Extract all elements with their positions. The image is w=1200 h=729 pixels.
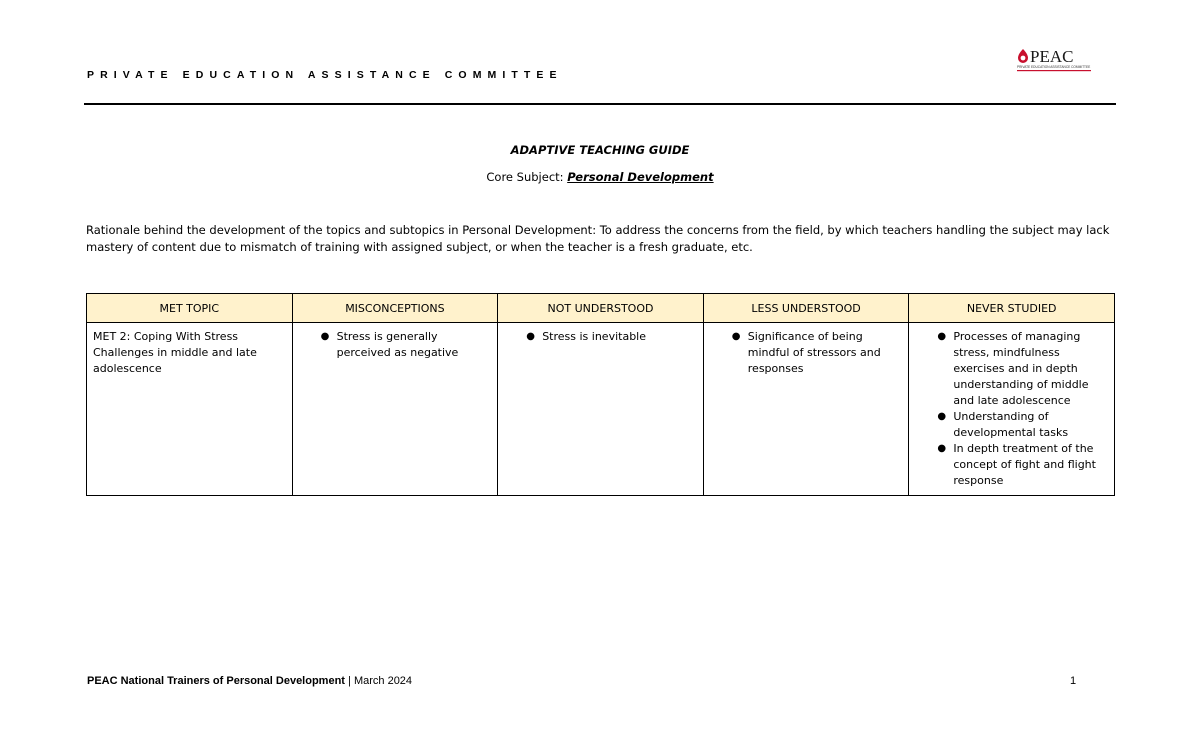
- bullet-icon: ●: [526, 331, 535, 342]
- adaptive-teaching-table: [86, 293, 1115, 496]
- column-header-not-understood: NOT UNDERSTOOD: [498, 294, 704, 323]
- footer-separator: |: [344, 675, 354, 687]
- peac-logo: [1016, 46, 1094, 74]
- peac-emblem-icon: [1018, 49, 1028, 63]
- document-title: ADAPTIVE TEACHING GUIDE: [510, 143, 690, 157]
- footer-organization: PEAC National Trainers of Personal Development: [87, 675, 345, 687]
- bullet-icon: ●: [937, 331, 947, 342]
- list-item: ● Stress is inevitable: [526, 330, 646, 343]
- rationale-paragraph: Rationale behind the development of the topics and subtopics in Personal Development: To address the concerns from the field, by which teachers handling the subject may lack mastery of content due to mismatch of training with assigned subject, or when the teacher is a fresh graduate, etc.: [86, 223, 1110, 254]
- column-header-never-studied: NEVER STUDIED: [909, 294, 1115, 323]
- cell-less-understood: [703, 323, 909, 496]
- never-studied-list: [915, 329, 1108, 489]
- list-item: ● Stress is generally perceived as negative: [320, 330, 459, 359]
- list-item: ● Significance of being mindful of stressors and responses: [731, 330, 881, 375]
- bullet-icon: ●: [937, 443, 947, 454]
- column-header-met-topic: MET TOPIC: [87, 294, 293, 323]
- footer-date: March 2024: [353, 675, 413, 687]
- cell-met-topic: MET 2: Coping With Stress Challenges in middle and late adolescence: [87, 323, 293, 496]
- misconceptions-list: [299, 329, 492, 361]
- footer: [87, 675, 412, 687]
- list-item: ● Processes of managing stress, mindfulness exercises and in depth understanding of middle and late adolescence: [937, 330, 1089, 407]
- column-header-less-understood: LESS UNDERSTOOD: [703, 294, 909, 323]
- core-subject-label: Core Subject:: [486, 170, 568, 184]
- cell-not-understood: [498, 323, 704, 496]
- not-understood-list: [504, 329, 697, 345]
- column-header-misconceptions: MISCONCEPTIONS: [292, 294, 498, 323]
- bullet-icon: ●: [937, 411, 947, 422]
- bullet-icon: ●: [320, 331, 330, 342]
- table-row: [87, 323, 1115, 496]
- logo-wordmark: PEAC: [1030, 47, 1074, 66]
- core-subject-value: Personal Development: [567, 170, 714, 184]
- list-item: ● In depth treatment of the concept of fight and flight response: [937, 442, 1096, 487]
- organization-header: PRIVATE EDUCATION ASSISTANCE COMMITTEE: [87, 69, 563, 81]
- table-header-row: [87, 294, 1115, 323]
- core-subject-line: [0, 170, 1200, 184]
- less-understood-list: [710, 329, 903, 377]
- bullet-icon: ●: [731, 331, 741, 342]
- list-item: ● Understanding of developmental tasks: [937, 410, 1069, 439]
- header-divider: [84, 103, 1116, 105]
- cell-misconceptions: [292, 323, 498, 496]
- cell-never-studied: [909, 323, 1115, 496]
- page-number: 1: [1070, 675, 1077, 687]
- logo-subtext: PRIVATE EDUCATION ASSISTANCE COMMITTEE: [1017, 65, 1091, 69]
